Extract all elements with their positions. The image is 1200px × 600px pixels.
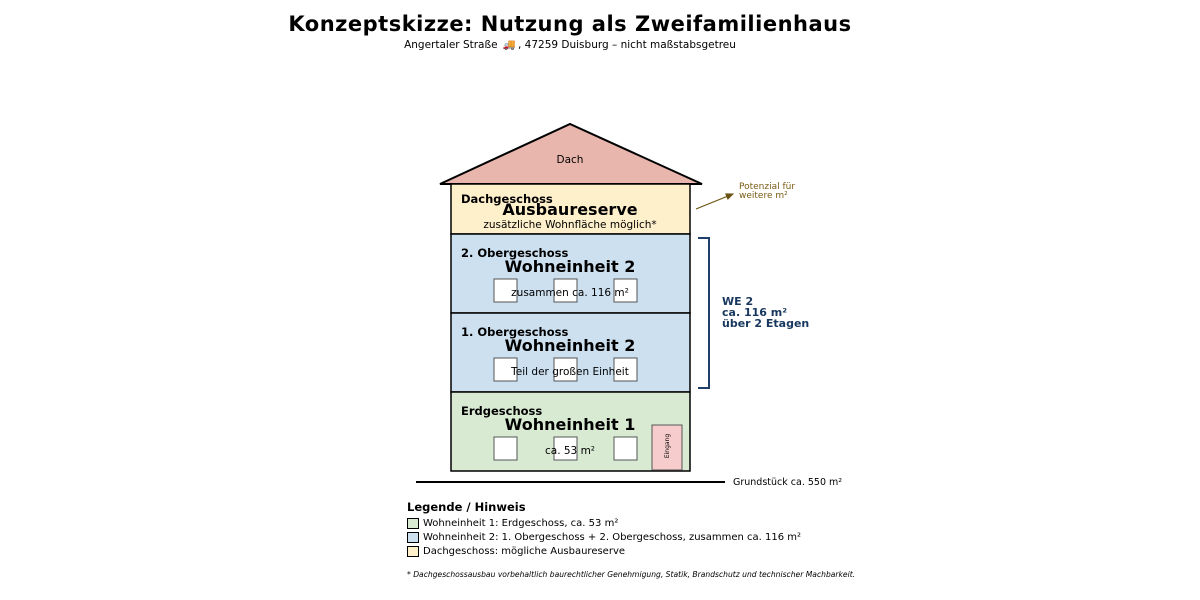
diagram-title: Konzeptskizze: Nutzung als Zweifamilienhaus (288, 12, 852, 36)
window (614, 437, 637, 460)
floor-og2-name: 2. Obergeschoss (461, 246, 569, 260)
we2-bracket-line1: WE 2 (722, 295, 754, 308)
legend (407, 500, 801, 558)
legend-item (407, 516, 801, 530)
floor-og2-unit: Wohneinheit 2 (504, 257, 636, 276)
floor-eg-name: Erdgeschoss (461, 404, 543, 418)
we2-bracket (698, 238, 709, 388)
legend-swatch-we1 (407, 518, 419, 529)
floor-eg-note: ca. 53 m² (544, 445, 596, 457)
floor-eg-unit: Wohneinheit 1 (504, 415, 636, 434)
legend-swatch-attic (407, 546, 419, 557)
roof-label: Dach (556, 154, 584, 166)
potential-arrow (696, 194, 733, 209)
legend-item-label: Wohneinheit 1: Erdgeschoss, ca. 53 m² (423, 517, 619, 529)
floor-og2-note: zusammen ca. 116 m² (511, 287, 629, 299)
subtitle-street: Angertaler Straße (404, 39, 498, 51)
ground-label: Grundstück ca. 550 m² (733, 477, 843, 488)
footnote: * Dachgeschossausbau vorbehaltlich baurechtlicher Genehmigung, Statik, Brandschutz und technischer Machbarkeit. (407, 570, 856, 579)
legend-title: Legende / Hinweis (407, 500, 526, 514)
potential-label-line1: Potenzial für (739, 182, 796, 192)
floor-og1-name: 1. Obergeschoss (461, 325, 569, 339)
potential-label-line2: weitere m² (739, 191, 788, 201)
subtitle-location: , 47259 Duisburg – nicht maßstabsgetreu (517, 39, 736, 51)
legend-item-label: Dachgeschoss: mögliche Ausbaureserve (423, 545, 626, 557)
legend-swatch-we2 (407, 532, 419, 543)
we2-bracket-line2: ca. 116 m² (722, 306, 788, 319)
we2-bracket-line3: über 2 Etagen (722, 317, 810, 330)
entrance-label: Eingang (664, 433, 671, 459)
truck-icon: 🚚 (502, 39, 516, 51)
legend-item (407, 530, 801, 544)
floor-attic-unit: Ausbaureserve (502, 200, 638, 219)
floor-attic-note: zusätzliche Wohnfläche möglich* (483, 219, 657, 231)
floor-og1-note: Teil der großen Einheit (511, 366, 629, 378)
floor-og1-unit: Wohneinheit 2 (504, 336, 636, 355)
legend-item (407, 544, 801, 558)
floor-attic-name: Dachgeschoss (461, 192, 553, 206)
legend-item-label: Wohneinheit 2: 1. Obergeschoss + 2. Obergeschoss, zusammen ca. 116 m² (423, 531, 802, 543)
window (494, 437, 517, 460)
